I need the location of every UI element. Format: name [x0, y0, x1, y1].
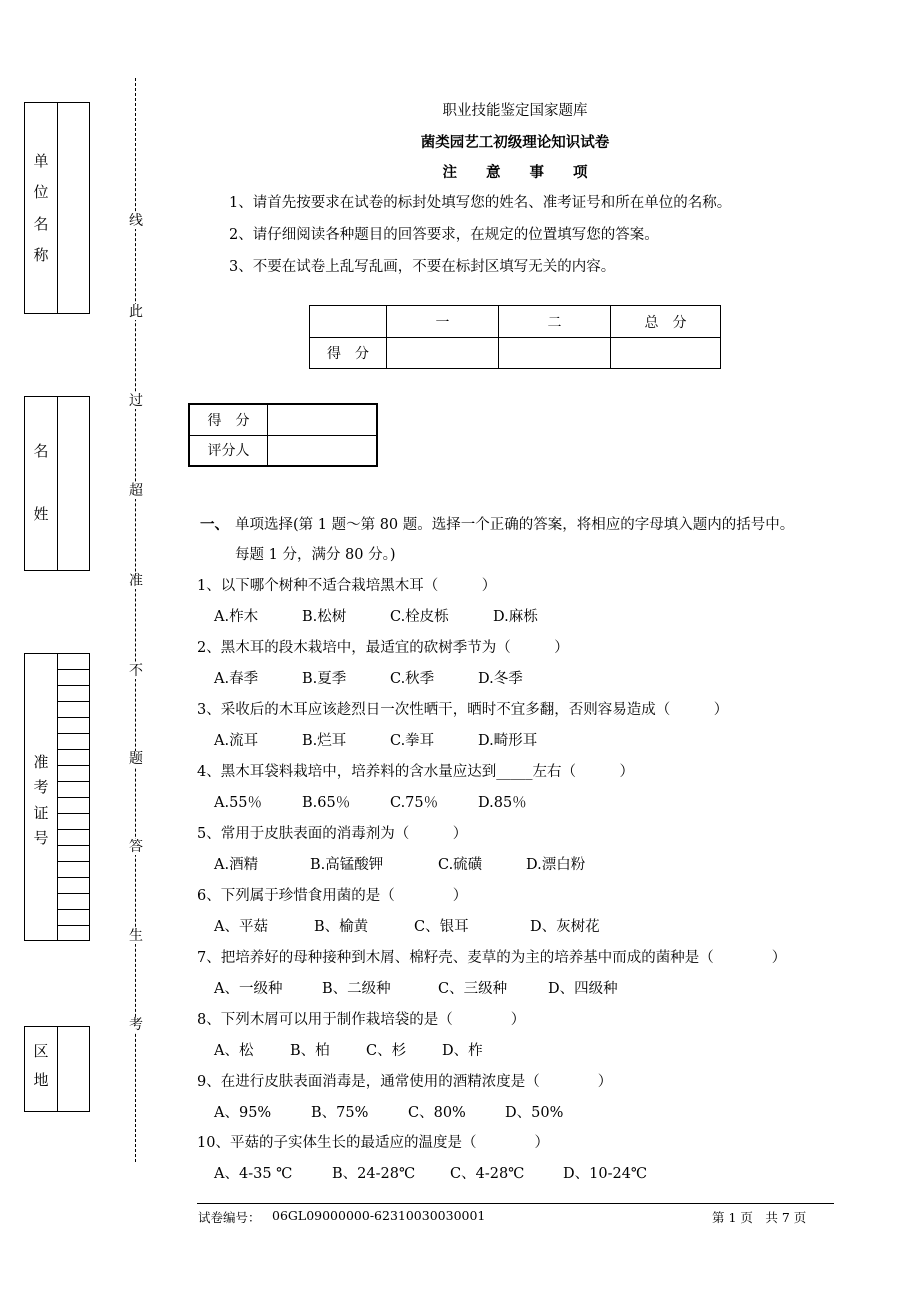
score-cell[interactable] [499, 338, 611, 369]
question-1: 1、以下哪个树种不适合栽培黑木耳（ ） [197, 578, 497, 594]
question-8: 8、下列木屑可以用于制作栽培袋的是（ ） [197, 1012, 526, 1028]
region-box [24, 1026, 90, 1112]
seal-char: 过 [129, 393, 143, 409]
option-a[interactable]: A.柞木 [214, 609, 259, 625]
option-b[interactable]: B.夏季 [302, 671, 347, 687]
seal-char: 答 [129, 839, 143, 855]
region-label: 区 地 [33, 1042, 49, 1090]
option-a[interactable]: A、松 [214, 1043, 254, 1059]
score-cell[interactable] [611, 338, 721, 369]
option-a[interactable]: A.流耳 [214, 733, 259, 749]
seal-dashed-line [135, 78, 136, 1162]
question-2: 2、黑木耳的段木栽培中，最适宜的砍树季节为（ ） [197, 640, 569, 656]
option-a[interactable]: A.酒精 [214, 857, 259, 873]
unit-name-label: 单 位 名 称 [33, 152, 49, 264]
question-9: 9、在进行皮肤表面消毒是，通常使用的酒精浓度是（ ） [197, 1074, 613, 1090]
option-a[interactable]: A.55％ [214, 795, 263, 811]
grader-score-label: 得 分 [189, 404, 268, 435]
option-d[interactable]: D、10-24℃ [563, 1166, 648, 1182]
section-number: 一、 [200, 516, 229, 533]
unit-name-box [24, 102, 90, 314]
question-6: 6、下列属于珍惜食用菌的是（ ） [197, 888, 468, 904]
grader-score-cell[interactable] [268, 404, 378, 435]
option-c[interactable]: C.75％ [390, 795, 439, 811]
question-5: 5、常用于皮肤表面的消毒剂为（ ） [197, 826, 468, 842]
question-10: 10、平菇的子实体生长的最适应的温度是（ ） [197, 1135, 549, 1151]
exam-id-label: 准 考 证 号 [33, 753, 49, 847]
footer-page: 第 1 页 共 7 页 [712, 1210, 807, 1225]
options-5 [214, 853, 585, 874]
option-a[interactable]: A、95% [214, 1105, 272, 1121]
option-c[interactable]: C.秋季 [390, 671, 435, 687]
seal-char: 线 [129, 213, 143, 229]
option-d[interactable]: D、柞 [442, 1043, 483, 1059]
name-box [24, 396, 90, 571]
footer-code: 06GL09000000-62310030030001 [272, 1208, 486, 1223]
option-c[interactable]: C.拳耳 [390, 733, 435, 749]
grader-box [188, 403, 378, 467]
option-b[interactable]: B、二级种 [322, 981, 391, 997]
option-b[interactable]: B.烂耳 [302, 733, 347, 749]
score-header: 总 分 [611, 306, 721, 338]
score-header: 一 [387, 306, 499, 338]
option-d[interactable]: D.冬季 [478, 671, 523, 687]
score-header: 二 [499, 306, 611, 338]
option-d[interactable]: D、灰树花 [530, 919, 600, 935]
option-b[interactable]: B.高锰酸钾 [310, 857, 384, 873]
option-c[interactable]: C、80% [408, 1105, 466, 1121]
score-row-label: 得 分 [310, 338, 387, 369]
seal-char: 题 [129, 751, 143, 767]
seal-char: 生 [129, 928, 143, 944]
option-d[interactable]: D.麻栎 [493, 609, 538, 625]
section-instructions: 单项选择(第 1 题～第 80 题。选择一个正确的答案，将相应的字母填入题内的括号中。 [235, 517, 795, 533]
option-c[interactable]: C、银耳 [414, 919, 469, 935]
option-a[interactable]: A、平菇 [214, 919, 268, 935]
option-d[interactable]: D、四级种 [548, 981, 618, 997]
seal-char: 准 [129, 573, 143, 589]
question-3: 3、采收后的木耳应该趁烈日一次性晒干，晒时不宜多翻，否则容易造成（ ） [197, 702, 729, 718]
options-8 [214, 1039, 483, 1060]
exam-id-grid[interactable] [57, 654, 89, 940]
options-10 [214, 1162, 647, 1183]
name-label: 名 姓 [33, 442, 49, 524]
exam-id-box [24, 653, 90, 941]
seal-char: 超 [129, 483, 143, 499]
seal-char: 不 [129, 663, 143, 679]
option-d[interactable]: D、50% [505, 1105, 564, 1121]
option-d[interactable]: D.畸形耳 [478, 733, 538, 749]
option-d[interactable]: D.漂白粉 [526, 857, 586, 873]
footer-code-label: 试卷编号： [198, 1210, 261, 1225]
option-c[interactable]: C.硫磺 [438, 857, 483, 873]
notice-heading: 注 意 事 项 [442, 164, 588, 181]
options-7 [214, 977, 618, 998]
notice-item: 1、请首先按要求在试卷的标封处填写您的姓名、准考证号和所在单位的名称。 [229, 195, 732, 211]
options-3 [214, 729, 537, 750]
option-b[interactable]: B、柏 [290, 1043, 330, 1059]
options-6 [214, 915, 600, 936]
option-c[interactable]: C、三级种 [438, 981, 508, 997]
option-a[interactable]: A.春季 [214, 671, 259, 687]
notice-item: 3、不要在试卷上乱写乱画，不要在标封区填写无关的内容。 [229, 259, 616, 275]
seal-char: 考 [129, 1017, 143, 1033]
exam-title: 菌类园艺工初级理论知识试卷 [420, 134, 610, 151]
question-7: 7、把培养好的母种接种到木屑、棉籽壳、麦草的为主的培养基中而成的菌种是（ ） [197, 950, 787, 966]
question-bank-title: 职业技能鉴定国家题库 [442, 103, 588, 119]
option-b[interactable]: B.松树 [302, 609, 347, 625]
option-c[interactable]: C、4-28℃ [450, 1166, 525, 1182]
grader-name-label: 评分人 [189, 435, 268, 466]
notice-item: 2、请仔细阅读各种题目的回答要求，在规定的位置填写您的答案。 [229, 227, 659, 243]
footer-rule [197, 1203, 834, 1204]
options-9 [214, 1101, 563, 1122]
option-d[interactable]: D.85％ [478, 795, 527, 811]
options-2 [214, 667, 523, 688]
options-4 [214, 791, 527, 812]
option-b[interactable]: B、榆黄 [314, 919, 369, 935]
option-c[interactable]: C.栓皮栎 [390, 609, 449, 625]
option-a[interactable]: A、4-35 ℃ [214, 1166, 293, 1182]
score-cell[interactable] [387, 338, 499, 369]
question-4: 4、黑木耳袋料栽培中，培养料的含水量应达到_____左右（ ） [197, 764, 634, 780]
options-1 [214, 605, 538, 626]
option-b[interactable]: B、24-28℃ [332, 1166, 416, 1182]
option-c[interactable]: C、杉 [366, 1043, 407, 1059]
section-instructions-cont: 每题 1 分，满分 80 分。) [235, 547, 396, 563]
grader-name-cell[interactable] [268, 435, 378, 466]
option-b[interactable]: B.65％ [302, 795, 351, 811]
score-table-corner [310, 306, 387, 338]
seal-char: 此 [129, 304, 143, 320]
option-b[interactable]: B、75% [311, 1105, 369, 1121]
option-a[interactable]: A、一级种 [214, 981, 283, 997]
score-summary-table [309, 305, 721, 369]
